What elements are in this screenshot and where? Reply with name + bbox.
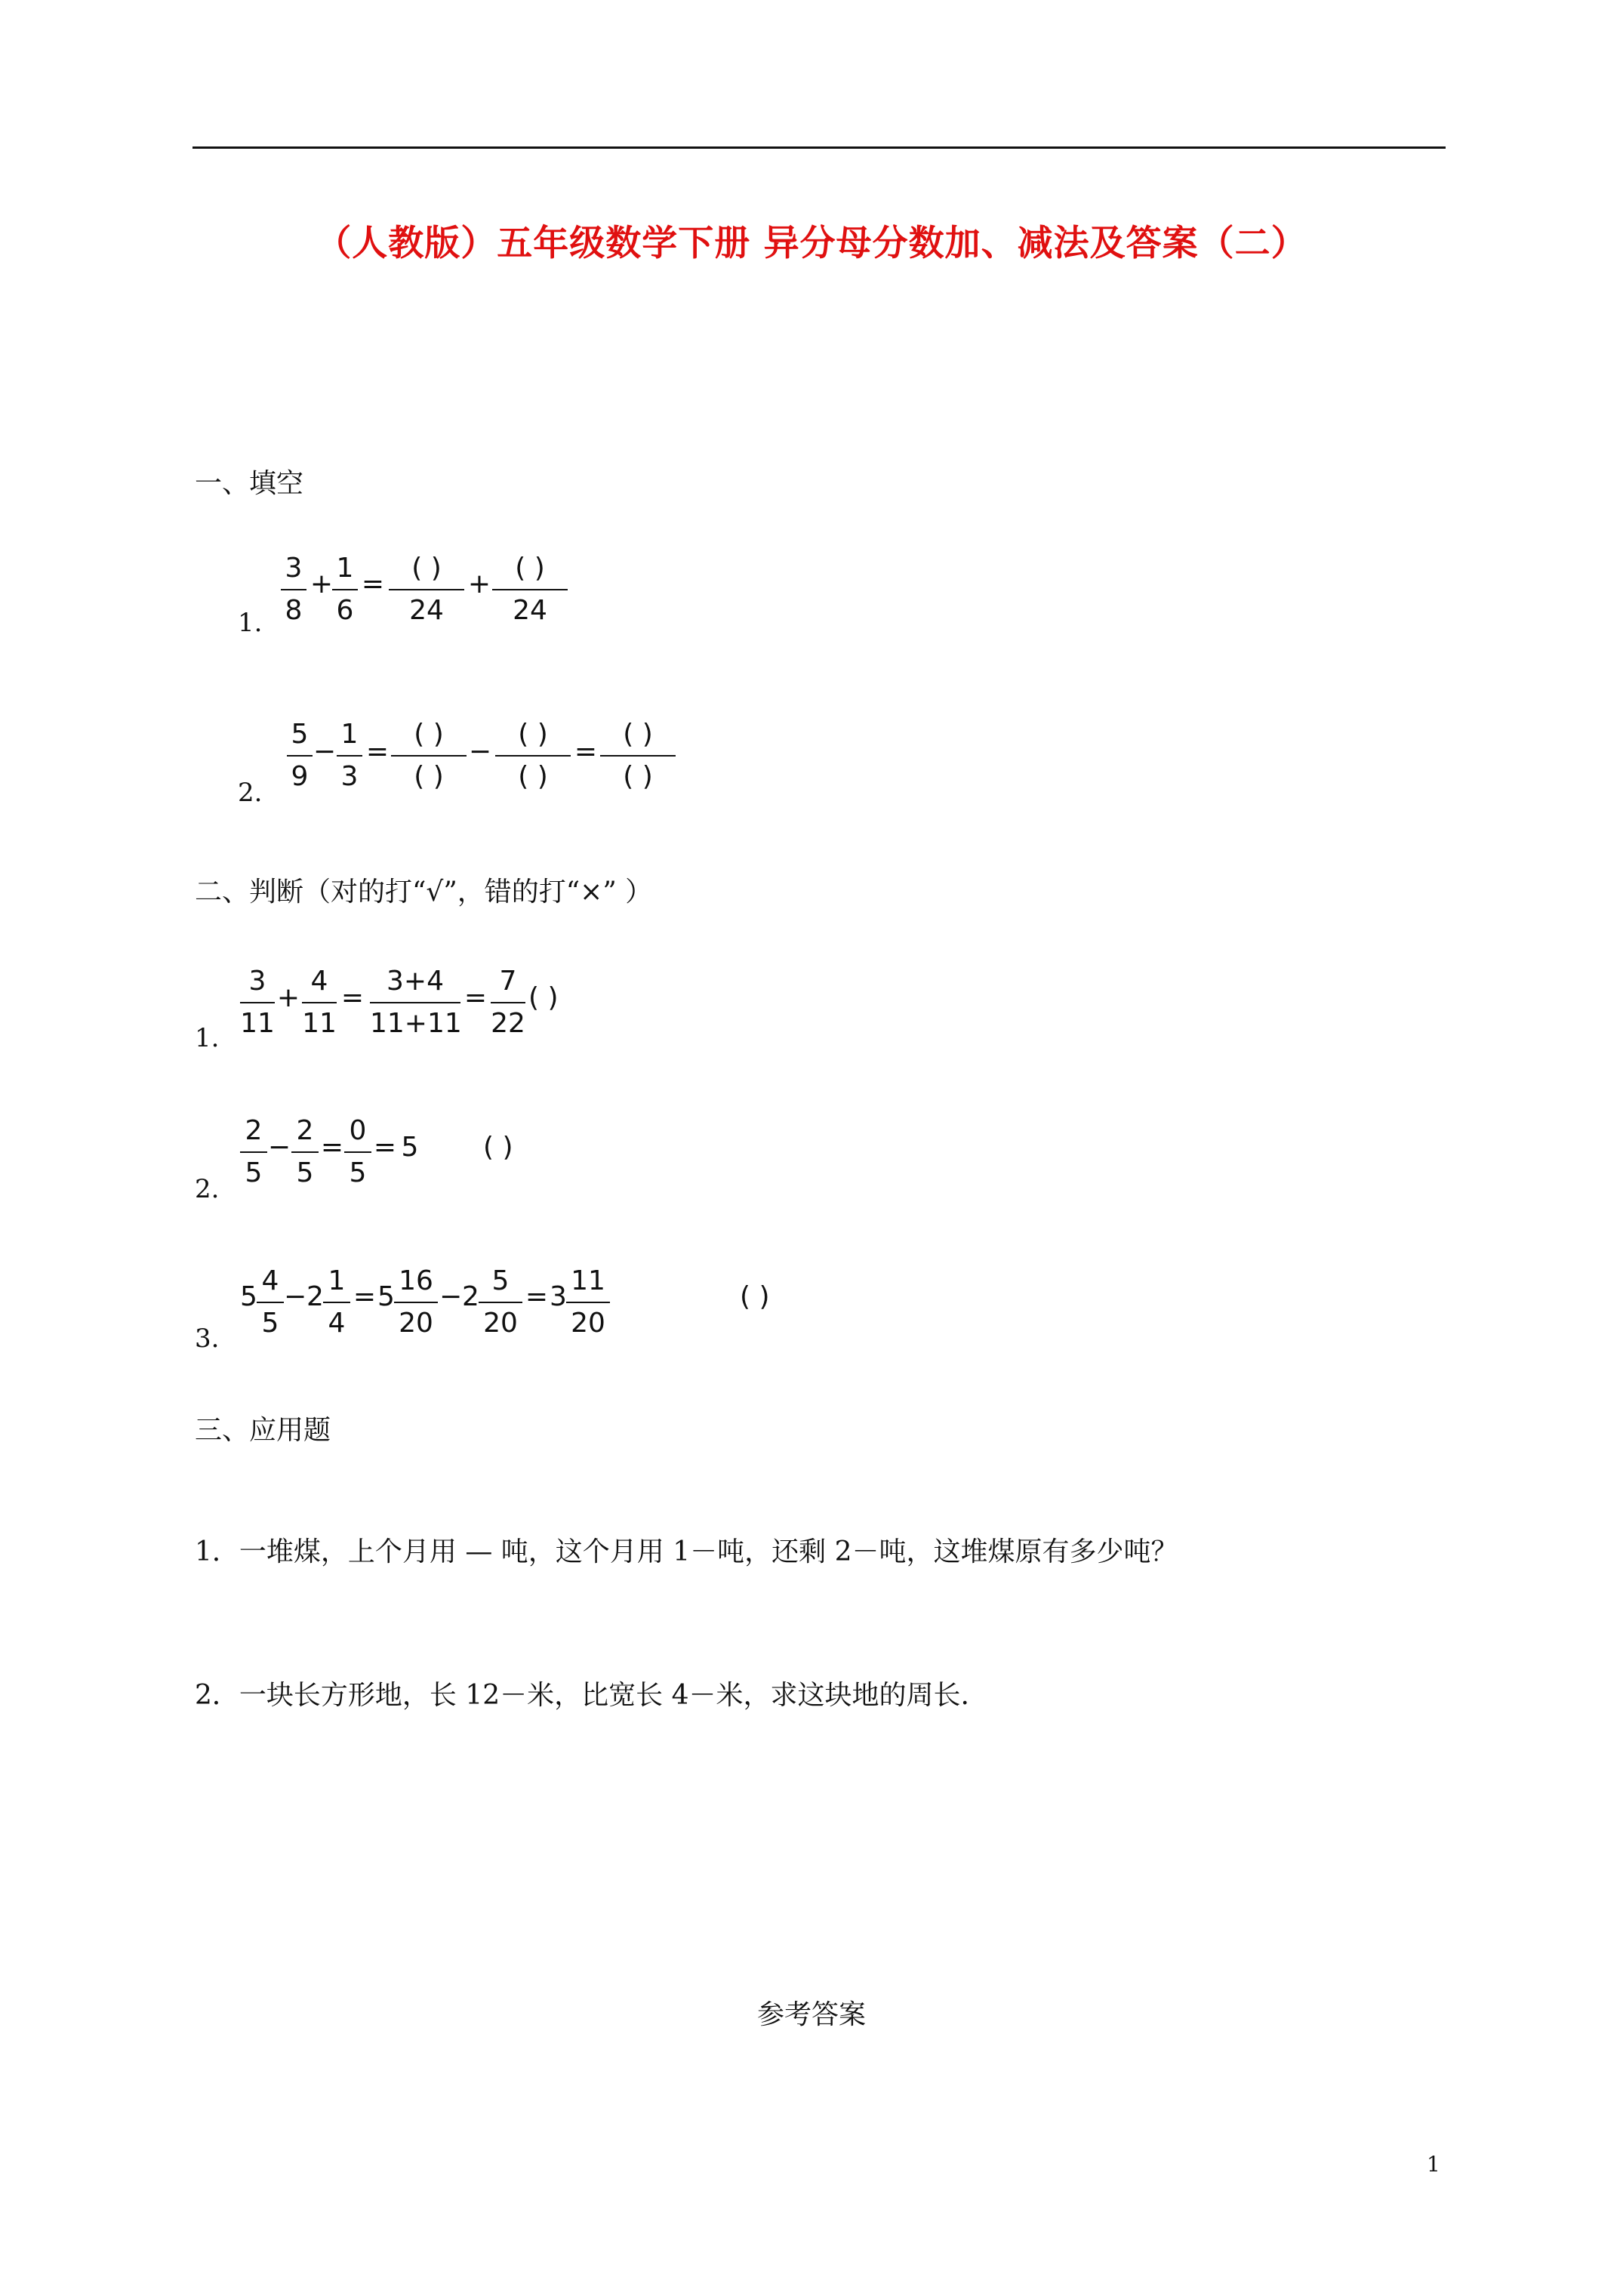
fraction: 5 9 — [287, 716, 313, 796]
fraction: 1 3 — [337, 716, 362, 796]
result-value: 5 — [401, 1132, 419, 1163]
answers-heading: 参考答案 — [756, 1999, 866, 2030]
fraction: 2 5 — [291, 1112, 319, 1192]
fraction: 11 20 — [566, 1262, 610, 1342]
page-number: 1 — [1427, 2152, 1440, 2177]
fraction: 0 5 — [344, 1112, 371, 1192]
answer-parentheses: ( ) — [740, 1281, 770, 1312]
plus-operator: + — [276, 982, 300, 1013]
minus-operator: − — [468, 736, 492, 767]
plus-operator: + — [467, 569, 491, 599]
fraction: 3 8 — [281, 550, 306, 630]
fraction: ( ) ( ) — [600, 716, 676, 796]
fraction: ( ) ( ) — [495, 716, 571, 796]
fraction: ( ) 24 — [389, 550, 464, 630]
whole-number: 2 — [306, 1281, 324, 1312]
fraction: 3 11 — [240, 966, 275, 1039]
fraction: ( ) ( ) — [391, 716, 467, 796]
equals-operator: = — [463, 982, 488, 1013]
fraction: 7 22 — [491, 966, 525, 1039]
fraction: 4 5 — [257, 1262, 284, 1342]
application-problem-1: 1．一堆煤，上个月用 — 吨，这个月用 1－吨，还剩 2－吨，这堆煤原有多少吨？ — [195, 1536, 1178, 1567]
equals-operator: = — [365, 736, 390, 767]
minus-operator: − — [284, 1281, 307, 1312]
equals-operator: = — [340, 982, 365, 1013]
equals-operator: = — [574, 736, 598, 767]
equals-operator: = — [525, 1281, 549, 1312]
s1-q2-number: 2. — [238, 778, 263, 808]
header-rule — [192, 146, 1446, 149]
minus-operator: − — [439, 1281, 463, 1312]
minus-operator: − — [313, 736, 337, 767]
section2-heading: 二、判断（对的打“√”，错的打“×” ） — [195, 877, 653, 908]
s2-q2-number: 2. — [195, 1174, 220, 1204]
answer-parentheses: ( ) — [483, 1132, 513, 1163]
whole-number: 3 — [550, 1281, 567, 1312]
fraction: 4 11 — [302, 966, 337, 1039]
answer-parentheses: ( ) — [528, 982, 559, 1013]
fraction: ( ) 24 — [492, 550, 568, 630]
equals-operator: = — [361, 569, 385, 599]
minus-operator: − — [267, 1132, 291, 1163]
s2-q1-number: 1. — [195, 1023, 220, 1053]
fraction: 5 20 — [479, 1262, 522, 1342]
application-problem-2: 2．一块长方形地，长 12－米，比宽长 4－米，求这块地的周长. — [195, 1680, 969, 1711]
fraction: 3+4 11+11 — [370, 966, 462, 1039]
s2-q3-number: 3. — [195, 1324, 220, 1354]
fraction: 16 20 — [394, 1262, 438, 1342]
plus-operator: + — [310, 569, 334, 599]
whole-number: 5 — [377, 1281, 395, 1312]
equals-operator: = — [320, 1132, 344, 1163]
section1-heading: 一、填空 — [195, 468, 304, 499]
fraction: 1 6 — [332, 550, 358, 630]
equals-operator: = — [373, 1132, 397, 1163]
whole-number: 2 — [462, 1281, 479, 1312]
s1-q1-number: 1. — [238, 608, 263, 638]
whole-number: 5 — [240, 1281, 257, 1312]
section3-heading: 三、应用题 — [195, 1415, 331, 1446]
fraction: 1 4 — [323, 1262, 350, 1342]
equals-operator: = — [353, 1281, 377, 1312]
page-title: （人教版）五年级数学下册 异分母分数加、减法及答案（二） — [316, 223, 1307, 264]
fraction: 2 5 — [240, 1112, 267, 1192]
